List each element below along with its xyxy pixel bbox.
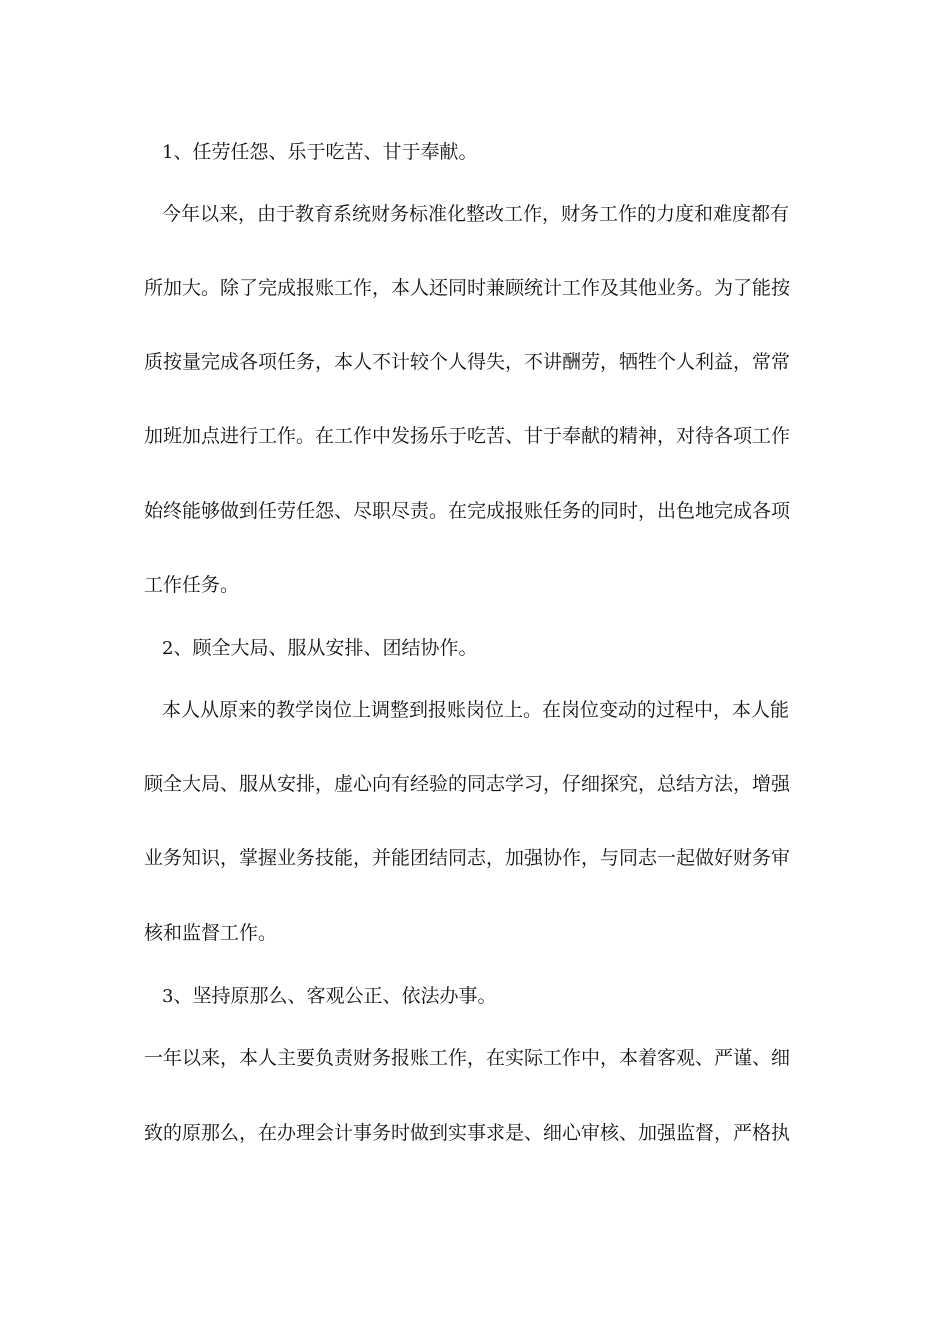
section1-paragraph-line: 质按量完成各项任务，本人不计较个人得失，不讲酬劳，牺牲个人利益，常常 bbox=[144, 351, 791, 373]
section1-heading bbox=[162, 137, 822, 168]
section2-paragraph-line: 顾全大局、服从安排，虚心向有经验的同志学习，仔细探究，总结方法，增强 bbox=[144, 773, 791, 795]
section1-paragraph-line: 今年以来，由于教育系统财务标准化整改工作，财务工作的力度和难度都有 bbox=[162, 203, 790, 225]
section3-paragraph-line: 一年以来，本人主要负责财务报账工作，在实际工作中，本着客观、严谨、细 bbox=[144, 1047, 791, 1069]
section1-paragraph-line: 所加大。除了完成报账工作，本人还同时兼顾统计工作及其他业务。为了能按 bbox=[144, 277, 791, 299]
section1-paragraph-line: 加班加点进行工作。在工作中发扬乐于吃苦、甘于奉献的精神，对待各项工作 bbox=[144, 425, 791, 447]
section2-paragraph-line: 业务知识，掌握业务技能，并能团结同志，加强协作，与同志一起做好财务审 bbox=[144, 847, 791, 869]
section1-heading-number: 1 bbox=[162, 142, 174, 163]
section1-paragraph-line: 工作任务。 bbox=[144, 574, 240, 596]
section3-heading-number: 3 bbox=[162, 986, 174, 1007]
section2-heading bbox=[162, 633, 822, 664]
section3-heading-text: 、坚持原那么、客观公正、依法办事。 bbox=[173, 985, 497, 1007]
section2-paragraph-line: 本人从原来的教学岗位上调整到报账岗位上。在岗位变动的过程中，本人能 bbox=[162, 699, 790, 721]
section3-paragraph-line: 致的原那么，在办理会计事务时做到实事求是、细心审核、加强监督，严格执 bbox=[144, 1122, 791, 1144]
section3-heading bbox=[162, 981, 822, 1012]
section2-heading-text: 、顾全大局、服从安排、团结协作。 bbox=[173, 637, 478, 659]
section1-heading-text: 、任劳任怨、乐于吃苦、甘于奉献。 bbox=[173, 141, 478, 163]
section2-heading-number: 2 bbox=[162, 638, 174, 659]
section1-paragraph-line: 始终能够做到任劳任怨、尽职尽责。在完成报账任务的同时，出色地完成各项 bbox=[144, 500, 791, 522]
section2-paragraph-line: 核和监督工作。 bbox=[144, 922, 278, 944]
